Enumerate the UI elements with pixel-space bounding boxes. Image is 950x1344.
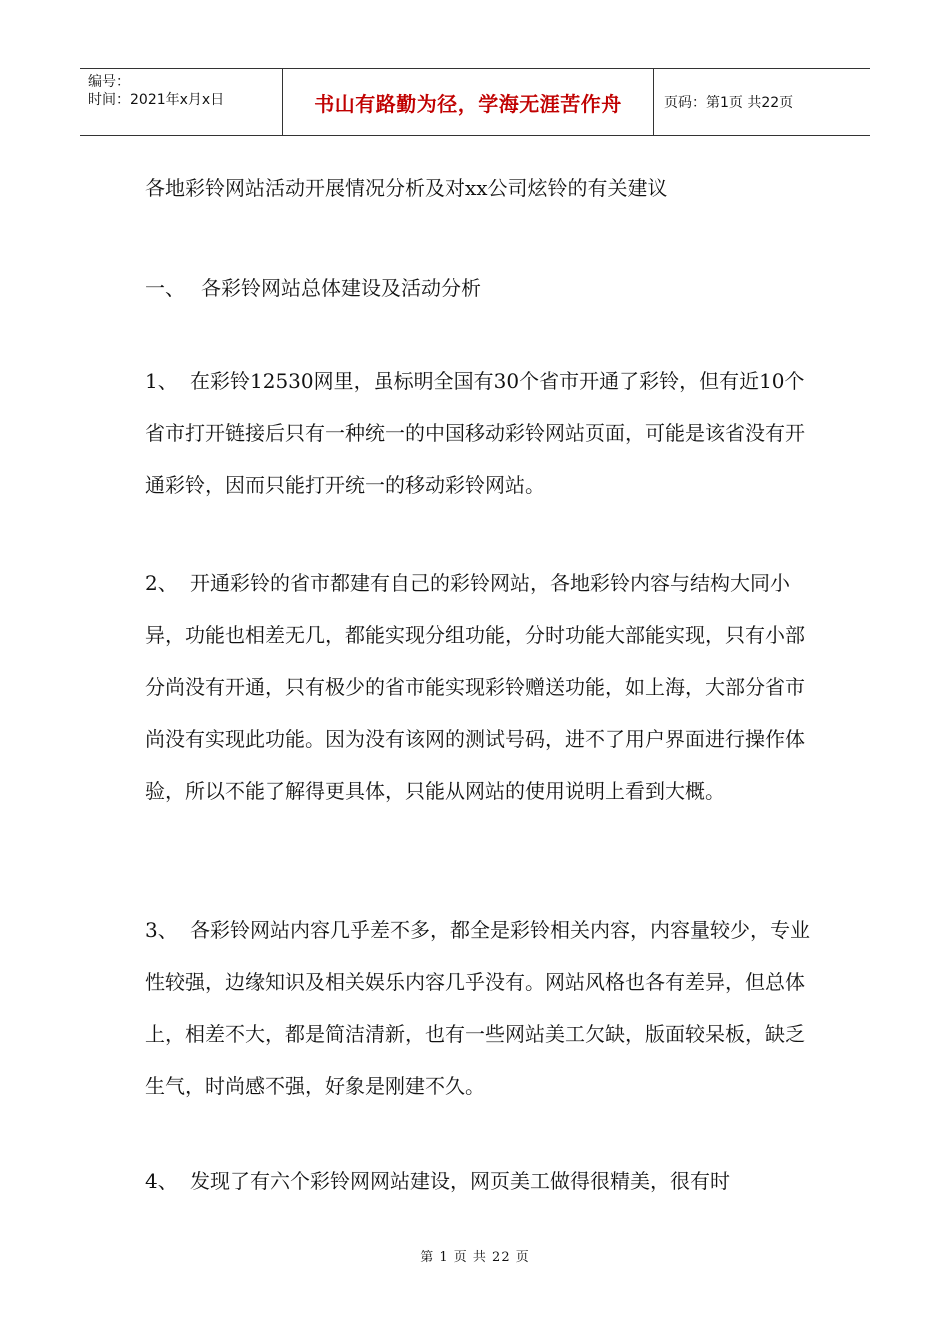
paragraph-number: 1、 (145, 369, 178, 393)
header-page-cell (654, 69, 870, 135)
header-motto-cell (282, 69, 654, 135)
section-number: 一、 (145, 276, 185, 300)
paragraph-2 (145, 557, 810, 817)
paragraph-text: 在彩铃12530网里，虽标明全国有30个省市开通了彩铃，但有近10个省市打开链接后只有一种统一的中国移动彩铃网站页面，可能是该省没有开通彩铃，因而只能打开统一的移动彩铃网站。 (145, 369, 805, 497)
section-heading (145, 272, 481, 301)
paragraph-3 (145, 904, 810, 1112)
paragraph-number: 2、 (145, 571, 178, 595)
paragraph-text: 各彩铃网站内容几乎差不多，都全是彩铃相关内容，内容量较少，专业性较强，边缘知识及相关娱乐内容几乎没有。网站风格也各有差异，但总体上，相差不大，都是简洁清新，也有一些网站美工欠缺，版面较呆板，缺乏生气，时尚感不强，好象是刚建不久。 (145, 918, 810, 1098)
paragraph-number: 3、 (145, 918, 178, 942)
section-title: 各彩铃网站总体建设及活动分析 (201, 276, 481, 300)
header-meta-cell (80, 69, 282, 135)
paragraph-4 (145, 1155, 810, 1207)
page-info: 页码：第1页 共22页 (664, 95, 794, 111)
document-title: 各地彩铃网站活动开展情况分析及对xx公司炫铃的有关建议 (145, 176, 668, 200)
paragraph-text: 发现了有六个彩铃网网站建设，网页美工做得很精美，很有时 (190, 1169, 730, 1193)
footer-page-number: 第 1 页 共 22 页 (420, 1250, 530, 1265)
paragraph-1 (145, 355, 810, 511)
document-header-table (80, 68, 870, 136)
paragraph-number: 4、 (145, 1169, 178, 1193)
paragraph-text: 开通彩铃的省市都建有自己的彩铃网站，各地彩铃内容与结构大同小异，功能也相差无几，都能实现分组功能，分时功能大部能实现，只有小部分尚没有开通，只有极少的省市能实现彩铃赠送功能，如上海，大部分省市尚没有实现此功能。因为没有该网的测试号码，进不了用户界面进行操作体验，所以不能了解得更具体，只能从网站的使用说明上看到大概。 (145, 571, 805, 803)
code-label: 编号： (88, 74, 130, 90)
date-label: 时间：2021年x月x日 (88, 92, 225, 108)
motto-text: 书山有路勤为径，学海无涯苦作舟 (314, 91, 622, 116)
